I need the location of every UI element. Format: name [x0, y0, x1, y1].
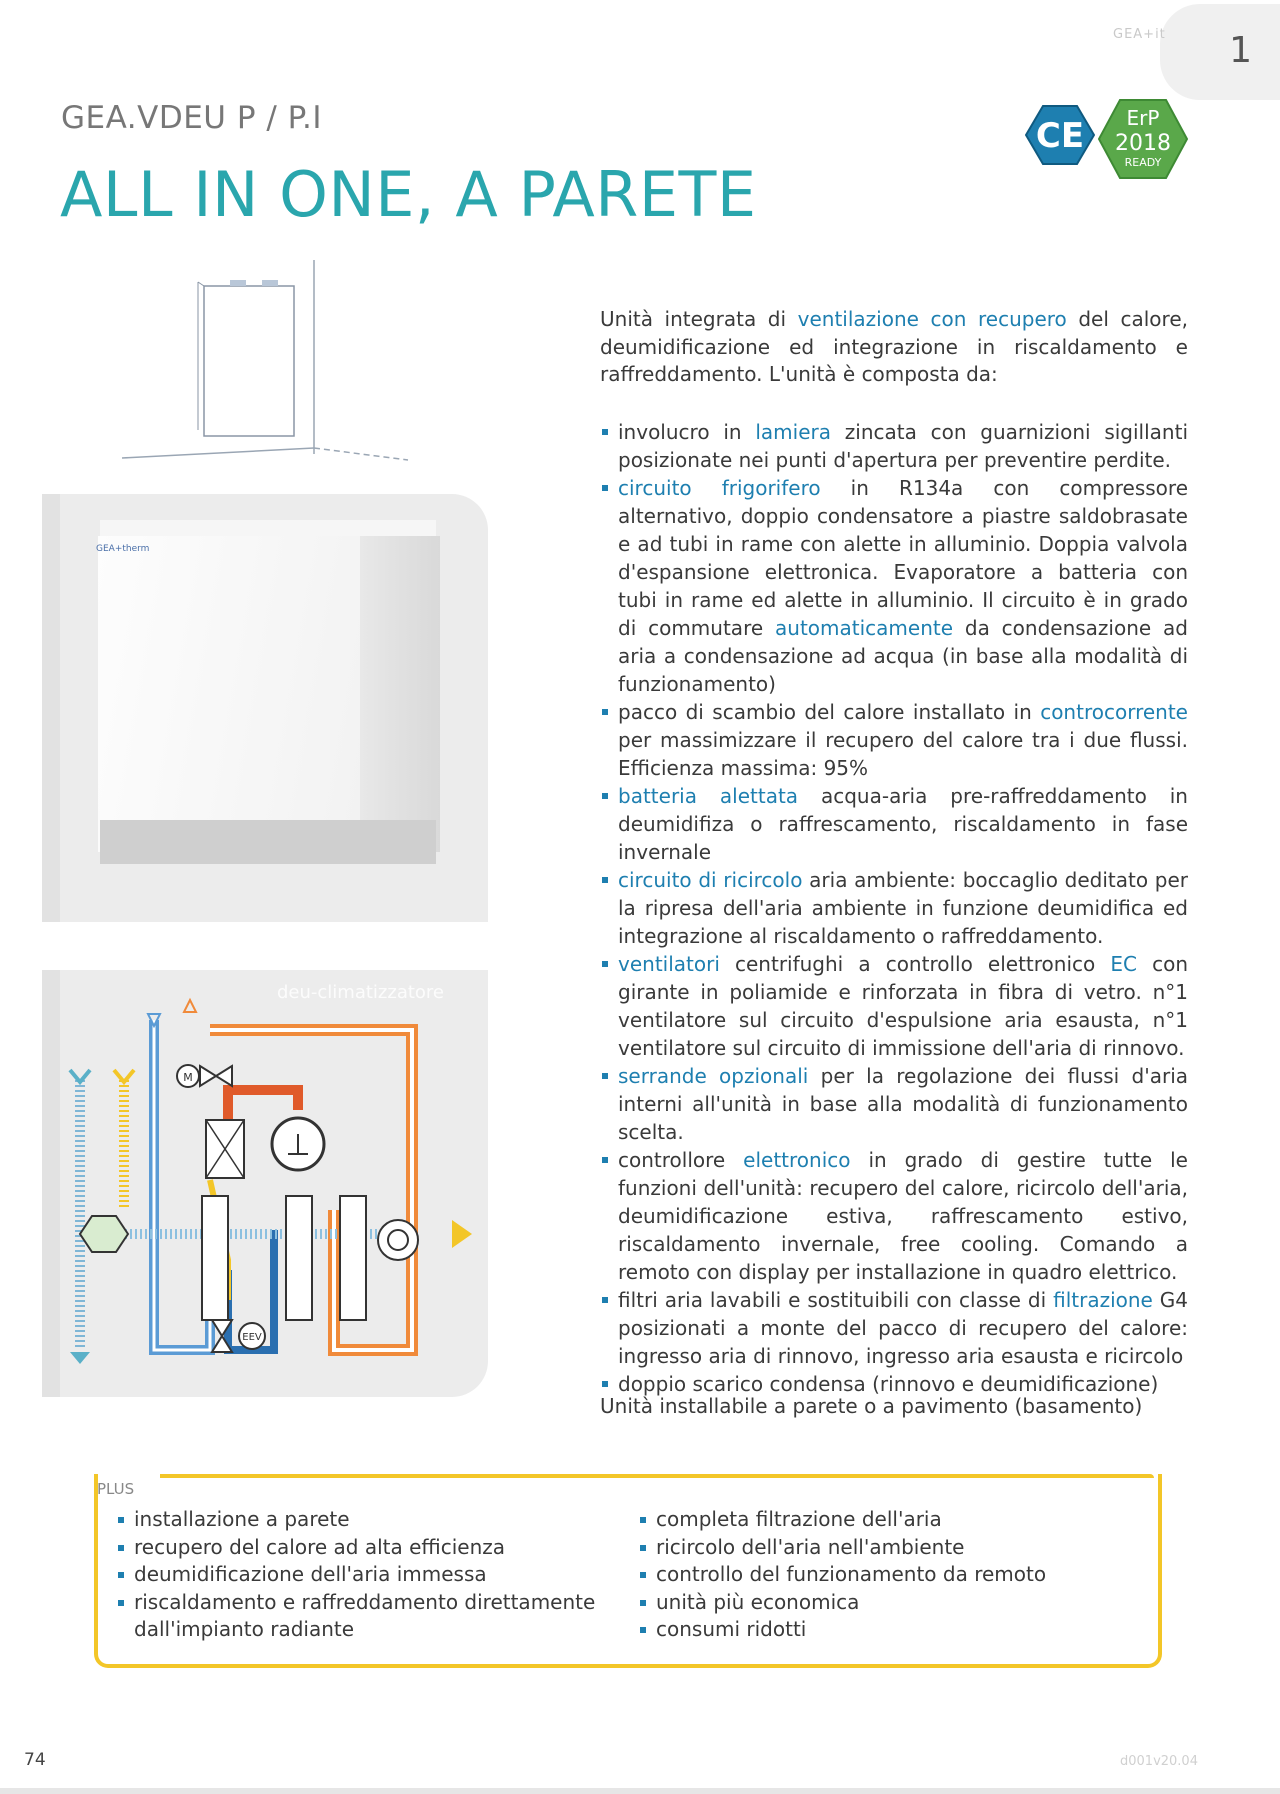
ce-mark-icon: [1025, 104, 1095, 166]
list-item: pacco di scambio del calore installato in controcorrente per massimizzare il recupero del calore tra i due flussi. Efficienza massima: 95%: [600, 698, 1188, 782]
list-item: deumidificazione dell'aria immessa: [116, 1561, 596, 1589]
schematic-drawing: [42, 970, 488, 1397]
list-item: serrande opzionali per la regolazione dei flussi d'aria interni all'unità in base alla modalità di funzionamento scelta.: [600, 1062, 1188, 1146]
list-item: controllore elettronico in grado di gestire tutte le funzioni dell'unità: recupero del calore, ricircolo dell'aria, deumidificazione estiva, raffrescamento estivo, riscaldamento invernale, free cooling. Comando a remoto con display per installazione in quadro elettrico.: [600, 1146, 1188, 1286]
unit-base: [100, 820, 436, 864]
list-item: controllo del funzionamento da remoto: [638, 1561, 1058, 1589]
intro-text-end: del calore, deumidificazione ed integrazione in riscaldamento e raffreddamento. L'unità è composta da:: [600, 307, 1188, 386]
list-item: installazione a parete: [116, 1506, 596, 1534]
list-item: completa filtrazione dell'aria: [638, 1506, 1058, 1534]
list-item: recupero del calore ad alta efficienza: [116, 1534, 596, 1562]
list-item: involucro in lamiera zincata con guarnizioni sigillanti posizionate nei punti d'apertura per preventire perdite.: [600, 418, 1188, 474]
wall-installation-sketch: [118, 258, 418, 468]
ce-mark-label: CE: [1035, 116, 1085, 156]
eev-label: EEV: [242, 1332, 262, 1343]
feature-list: [600, 418, 1188, 1398]
brand-mark: GEA+it: [1113, 27, 1166, 42]
unit-logo: GEA+therm: [96, 544, 150, 554]
plus-label: PLUS: [97, 1480, 135, 1498]
intro-highlight: ventilazione con recupero: [797, 307, 1067, 331]
list-item: riscaldamento e raffreddamento direttamente dall'impianto radiante: [116, 1589, 596, 1644]
motor-label: M: [183, 1071, 193, 1084]
list-item: ricircolo dell'aria nell'ambiente: [638, 1534, 1058, 1562]
unit-side: [360, 536, 440, 852]
schematic-diagram: [42, 970, 488, 1397]
erp-label: ErP: [1126, 106, 1160, 130]
plus-box-top-border: [160, 1474, 1154, 1478]
erp-ready: READY: [1124, 156, 1162, 169]
list-item: consumi ridotti: [638, 1616, 1058, 1644]
page-number: 74: [24, 1750, 46, 1770]
installation-note: Unità installabile a parete o a pavimento (basamento): [600, 1394, 1143, 1418]
list-item: unità più economica: [638, 1589, 1058, 1617]
list-item: batteria alettata acqua-aria pre-raffreddamento in deumidifiza o raffrescamento, riscaldamento in fase invernale: [600, 782, 1188, 866]
list-item: filtri aria lavabili e sostituibili con classe di filtrazione G4 posizionati a monte del pacco di recupero del calore: ingresso aria di rinnovo, ingresso aria esausta e ricircolo: [600, 1286, 1188, 1370]
product-code: GEA.VDEU P / P.I: [61, 100, 323, 136]
footer-divider: [0, 1788, 1280, 1794]
erp-year: 2018: [1115, 131, 1171, 156]
photo-edge: [42, 494, 60, 922]
plus-list-left: [116, 1506, 596, 1644]
product-photo: [42, 494, 488, 922]
page-tab-number: 1: [1229, 30, 1252, 71]
list-item: ventilatori centrifughi a controllo elettronico EC con girante in poliamide e rinforzata in fibra di vetro. n°1 ventilatore sul circuito d'espulsione aria esausta, n°1 ventilatore sul circuito di immissione dell'aria di rinnovo.: [600, 950, 1188, 1062]
list-item: circuito di ricircolo aria ambiente: boccaglio deditato per la ripresa dell'aria ambiente in funzione deumidifica ed integrazione al riscaldamento o raffreddamento.: [600, 866, 1188, 950]
unit-front: [98, 536, 360, 852]
erp-2018-ready-icon: [1098, 98, 1188, 180]
intro-text-start: Unità integrata di: [600, 307, 798, 331]
page-title: ALL IN ONE, A PARETE: [60, 158, 757, 231]
list-item: doppio scarico condensa (rinnovo e deumidificazione): [600, 1370, 1188, 1398]
page-tab: [1160, 4, 1280, 100]
list-item: circuito frigorifero in R134a con compressore alternativo, doppio condensatore a piastre saldobrasate e ad tubi in rame con alette in alluminio. Doppia valvola d'espansione elettronica. Evaporatore a batteria con tubi in rame ed alette in alluminio. Il circuito è in grado di commutare automaticamente da condensazione ad aria a condensazione ad acqua (in base alla modalità di funzionamento): [600, 474, 1188, 698]
plus-list-right: [638, 1506, 1058, 1644]
diagram-tag: deu-climatizzatore: [277, 982, 445, 1003]
document-code: d001v20.04: [1120, 1754, 1198, 1769]
intro-paragraph: [600, 306, 1188, 389]
